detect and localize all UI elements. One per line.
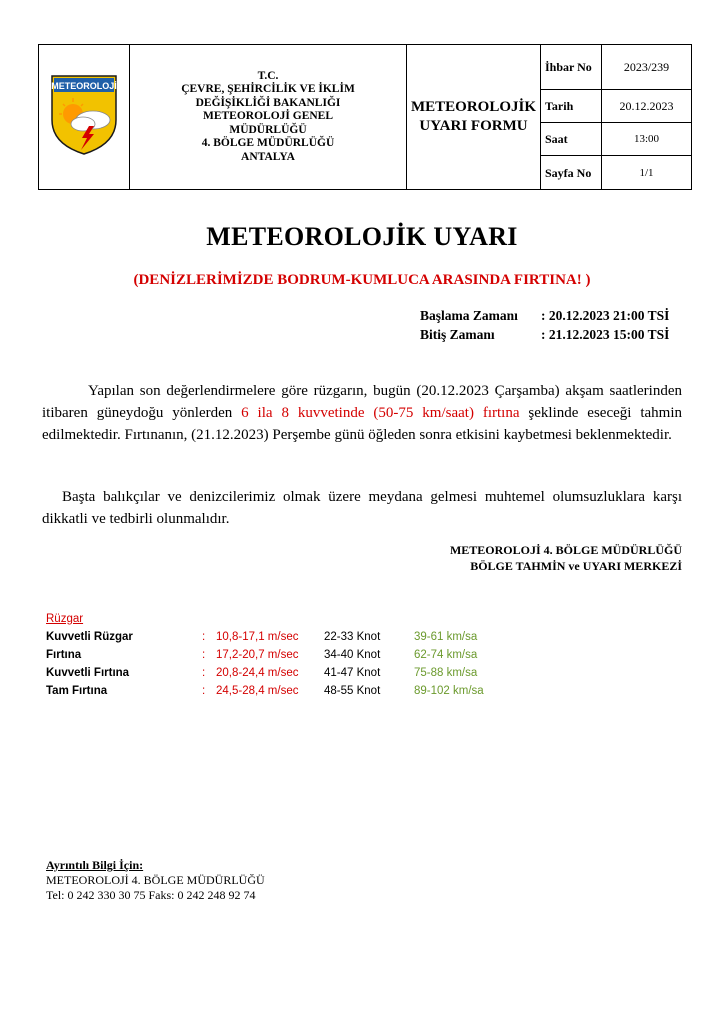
warning-times <box>420 306 669 344</box>
org-line: DEĞİŞİKLİĞİ BAKANLIĞI <box>195 96 341 109</box>
field-value-saat: 13:00 <box>602 123 692 156</box>
logo-cell <box>39 45 130 190</box>
end-time-row <box>420 325 669 344</box>
end-time-label: Bitiş Zamanı <box>420 327 495 342</box>
wind-ms: 17,2-20,7 m/sec <box>216 649 299 661</box>
wind-ms: 24,5-28,4 m/sec <box>216 685 299 697</box>
page-title: METEOROLOJİK UYARI <box>206 222 518 251</box>
org-line: METEOROLOJİ GENEL <box>202 110 334 123</box>
field-value-tarih: 20.12.2023 <box>602 90 692 123</box>
field-label-tarih: Tarih <box>541 90 602 123</box>
forecast-text-end: şeklinde eseceği tahmin edilmektedir. Fırtınanın, (21.12.2023) Perşembe günü öğleden sonra etkisini kaybetmesi beklenmektedir. <box>42 405 682 443</box>
wind-category: Fırtına <box>46 649 82 661</box>
footer-contact: Tel: 0 242 330 30 75 Faks: 0 242 248 92 74 <box>46 888 256 902</box>
wind-kms: 75-88 km/sa <box>414 667 478 679</box>
forecast-highlight: 6 ila 8 kuvvetinde (50-75 km/saat) fırtına <box>241 405 520 421</box>
wind-colon: : <box>202 649 206 661</box>
contact-footer <box>46 858 265 903</box>
end-time-value: : 21.12.2023 15:00 TSİ <box>541 327 670 342</box>
signature-line-1: METEOROLOJİ 4. BÖLGE MÜDÜRLÜĞÜ <box>449 543 682 557</box>
wind-category: Tam Fırtına <box>46 685 108 697</box>
organization-cell <box>130 45 407 190</box>
wind-ms: 20,8-24,4 m/sec <box>216 667 299 679</box>
field-label-ihbar-no: İhbar No <box>541 45 602 90</box>
table-row <box>46 682 484 700</box>
table-row <box>46 646 478 664</box>
footer-org: METEOROLOJİ 4. BÖLGE MÜDÜRLÜĞÜ <box>46 873 265 887</box>
wind-heading: Rüzgar <box>46 613 84 625</box>
start-time-row <box>420 306 669 325</box>
org-line: ÇEVRE, ŞEHİRCİLİK VE İKLİM <box>181 83 355 96</box>
wind-category: Kuvvetli Fırtına <box>46 667 130 679</box>
wind-knot: 22-33 Knot <box>324 631 381 643</box>
wind-scale-table <box>46 611 484 700</box>
form-title-line: METEOROLOJİK <box>410 99 537 115</box>
field-value-ihbar-no: 2023/239 <box>602 45 692 90</box>
wind-ms: 10,8-17,1 m/sec <box>216 631 299 643</box>
forecast-text-start: Yapılan son değerlendirmelere göre rüzgarın, bugün (20.12.2023 Çarşamba) akşam saatlerinden itibaren güneydoğu yönlerden <box>42 383 682 421</box>
start-time-value: : 20.12.2023 21:00 TSİ <box>541 308 670 323</box>
field-label-saat: Saat <box>541 123 602 156</box>
wind-category: Kuvvetli Rüzgar <box>46 631 133 643</box>
meteoroloji-logo-icon <box>49 74 119 156</box>
field-label-sayfa-no: Sayfa No <box>541 156 602 190</box>
signature-block <box>450 542 682 574</box>
org-line: 4. BÖLGE MÜDÜRLÜĞÜ <box>201 137 335 150</box>
field-value-sayfa-no: 1/1 <box>602 156 692 190</box>
warning-subtitle: (DENİZLERİMİZDE BODRUM-KUMLUCA ARASINDA FIRTINA! ) <box>133 272 591 288</box>
footer-heading: Ayrıntılı Bilgi İçin: <box>46 858 144 872</box>
wind-knot: 34-40 Knot <box>324 649 381 661</box>
form-title-line: UYARI FORMU <box>419 118 528 134</box>
wind-colon: : <box>202 631 206 643</box>
org-line: ANTALYA <box>241 150 295 163</box>
advice-paragraph <box>42 486 682 530</box>
forecast-paragraph <box>42 380 682 446</box>
wind-kms: 39-61 km/sa <box>414 631 478 643</box>
wind-kms: 89-102 km/sa <box>414 685 484 697</box>
form-title-cell <box>407 45 541 190</box>
org-line: MÜDÜRLÜĞÜ <box>229 123 307 136</box>
wind-colon: : <box>202 685 206 697</box>
header-table <box>38 44 692 190</box>
wind-knot: 48-55 Knot <box>324 685 381 697</box>
table-row <box>46 628 478 646</box>
wind-knot: 41-47 Knot <box>324 667 381 679</box>
advice-text: Başta balıkçılar ve denizcilerimiz olmak üzere meydana gelmesi muhtemel olumsuzluklara karşı dikkatli ve tedbirli olunmalıdır. <box>42 489 682 527</box>
start-time-label: Başlama Zamanı <box>420 308 518 323</box>
table-row <box>46 664 478 682</box>
logo-text: METEOROLOJİ <box>51 80 117 91</box>
wind-colon: : <box>202 667 206 679</box>
org-line: T.C. <box>257 69 279 82</box>
wind-kms: 62-74 km/sa <box>414 649 478 661</box>
signature-line-2: BÖLGE TAHMİN ve UYARI MERKEZİ <box>470 559 682 573</box>
